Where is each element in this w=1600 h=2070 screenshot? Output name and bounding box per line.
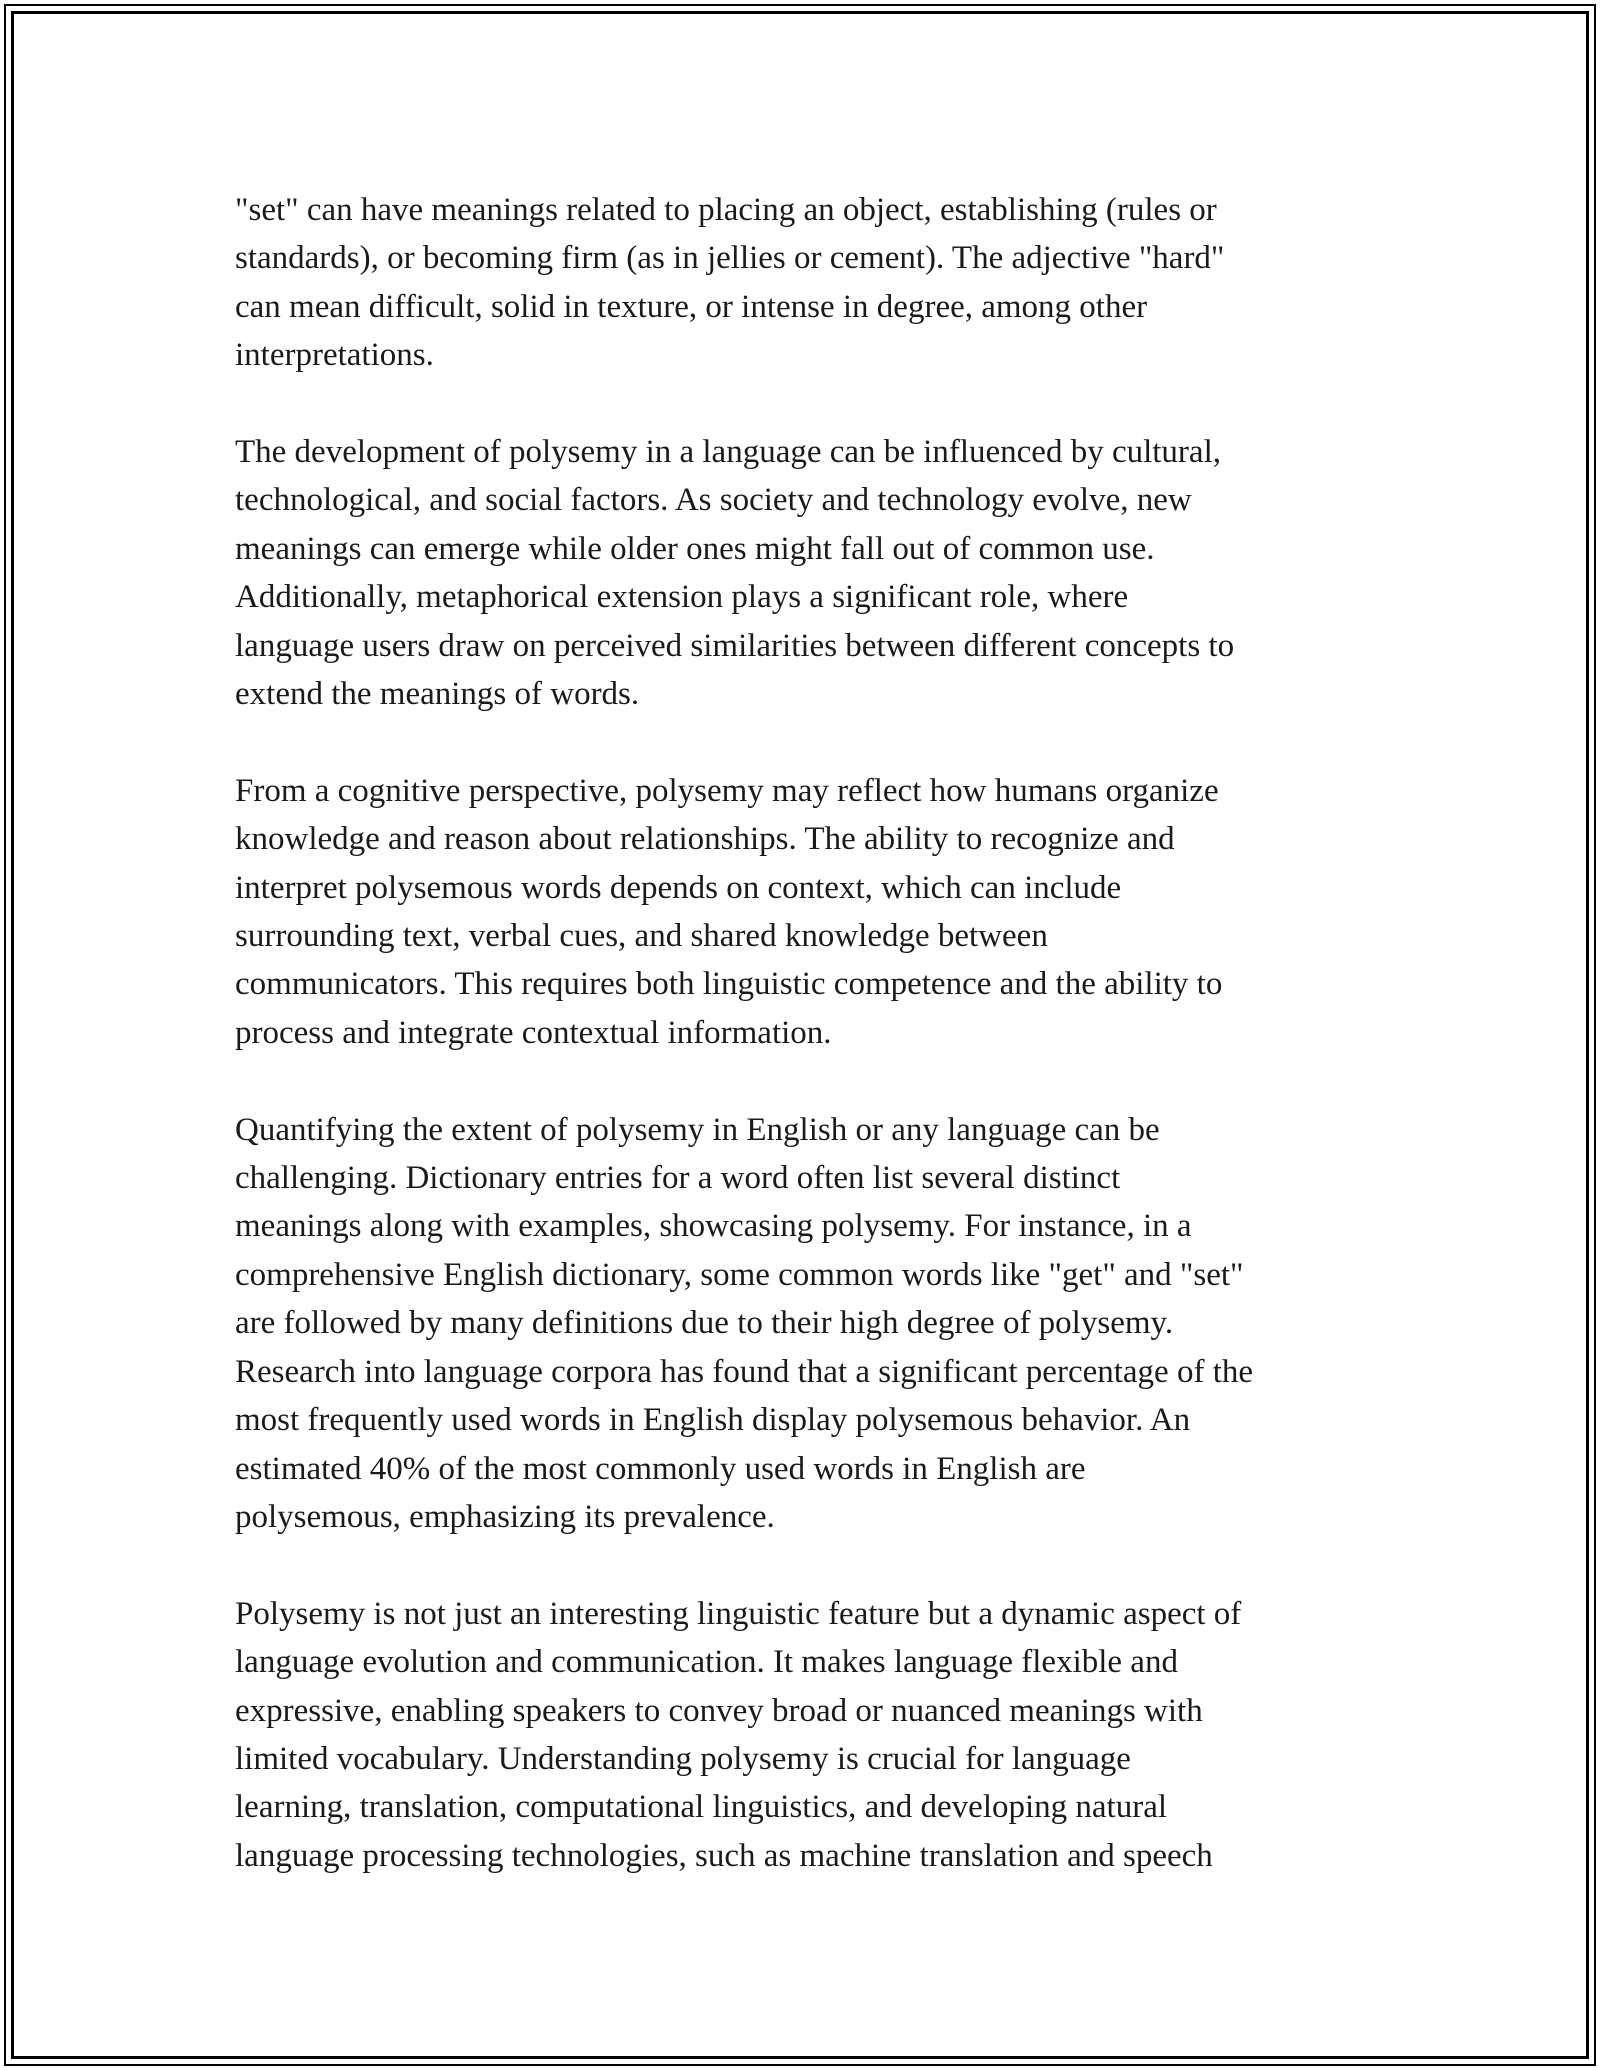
text-line: comprehensive English dictionary, some common words like "get" and "set" [235, 1256, 1244, 1293]
text-line: learning, translation, computational linguistics, and developing natural [235, 1789, 1168, 1826]
paragraph-3 [235, 767, 1375, 1057]
text-line: language processing technologies, such as machine translation and speech [235, 1837, 1213, 1874]
text-line: interpret polysemous words depends on context, which can include [235, 869, 1122, 906]
text-line: meanings along with examples, showcasing polysemy. For instance, in a [235, 1208, 1192, 1245]
text-line: estimated 40% of the most commonly used words in English are [235, 1450, 1086, 1487]
text-line: extend the meanings of words. [235, 676, 640, 713]
text-line: The development of polysemy in a language can be influenced by cultural, [235, 434, 1221, 471]
text-line: From a cognitive perspective, polysemy may reflect how humans organize [235, 772, 1219, 809]
text-line: communicators. This requires both linguistic competence and the ability to [235, 966, 1223, 1003]
paragraph-5 [235, 1590, 1375, 1880]
text-line: language evolution and communication. It makes language flexible and [235, 1644, 1178, 1681]
text-line: Additionally, metaphorical extension plays a significant role, where [235, 579, 1129, 616]
text-line: Research into language corpora has found that a significant percentage of the [235, 1353, 1254, 1390]
text-line: meanings can emerge while older ones might fall out of common use. [235, 530, 1155, 567]
document-body [235, 186, 1375, 1929]
text-line: interpretations. [235, 337, 434, 374]
text-line: language users draw on perceived similarities between different concepts to [235, 627, 1235, 664]
text-line: most frequently used words in English display polysemous behavior. An [235, 1402, 1191, 1439]
text-line: knowledge and reason about relationships. The ability to recognize and [235, 821, 1175, 858]
text-line: polysemous, emphasizing its prevalence. [235, 1498, 775, 1535]
text-line: expressive, enabling speakers to convey broad or nuanced meanings with [235, 1692, 1203, 1729]
text-line: standards), or becoming firm (as in jellies or cement). The adjective "hard" [235, 240, 1225, 277]
text-line: Quantifying the extent of polysemy in English or any language can be [235, 1111, 1160, 1148]
text-line: are followed by many definitions due to their high degree of polysemy. [235, 1305, 1174, 1342]
text-line: limited vocabulary. Understanding polysemy is crucial for language [235, 1740, 1131, 1777]
text-line: Polysemy is not just an interesting linguistic feature but a dynamic aspect of [235, 1595, 1242, 1632]
text-line: challenging. Dictionary entries for a word often list several distinct [235, 1160, 1121, 1197]
text-line: technological, and social factors. As society and technology evolve, new [235, 482, 1192, 519]
paragraph-4 [235, 1106, 1375, 1542]
text-line: "set" can have meanings related to placing an object, establishing (rules or [235, 192, 1217, 228]
text-line: process and integrate contextual information. [235, 1014, 832, 1051]
text-line: can mean difficult, solid in texture, or intense in degree, among other [235, 288, 1148, 325]
paragraph-1 [235, 186, 1375, 380]
text-line: surrounding text, verbal cues, and shared knowledge between [235, 918, 1048, 955]
paragraph-2 [235, 428, 1375, 718]
